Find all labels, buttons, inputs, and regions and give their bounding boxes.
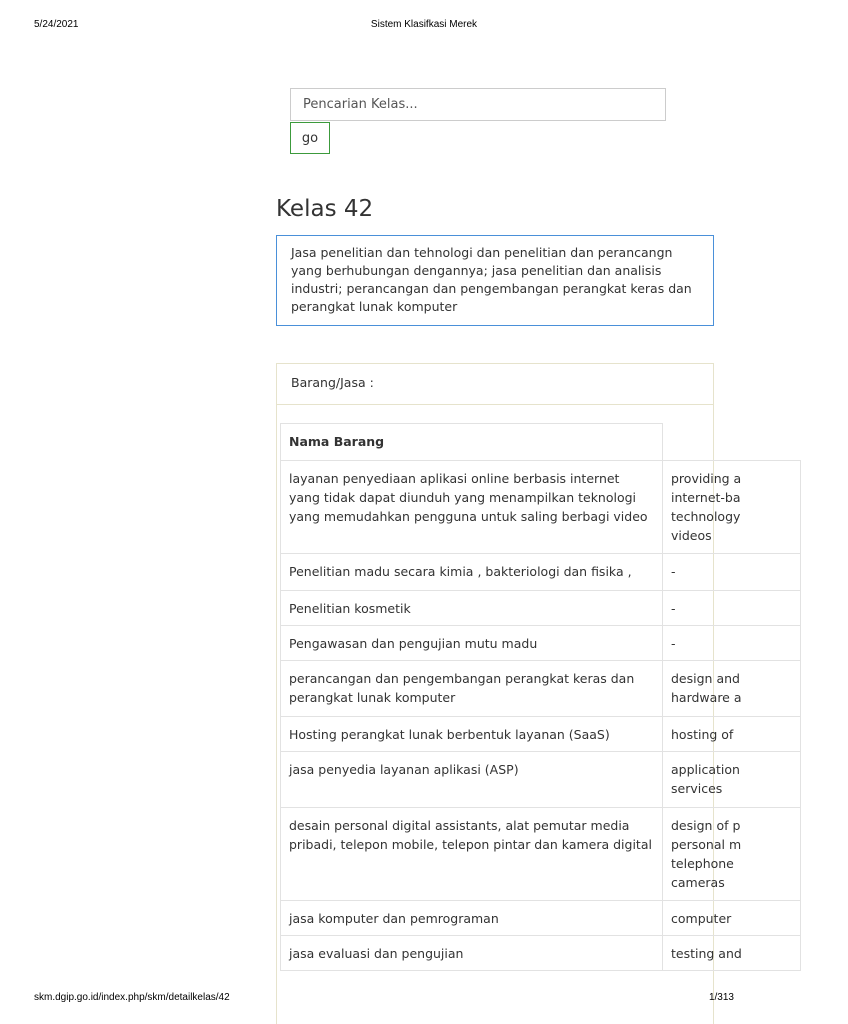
cell-english-name [663,661,801,717]
english-name-line: videos [671,528,712,543]
table-row [281,591,801,626]
print-footer [0,992,768,1006]
cell-english-name [663,626,801,661]
goods-table-viewport[interactable] [276,420,742,1024]
table-row [281,901,801,936]
cell-english-name [663,591,801,626]
english-name-line: computer [671,911,732,926]
table-row [281,661,801,717]
column-header-nama-barang: Nama Barang [281,424,663,461]
english-name-line: hosting of [671,727,734,742]
english-name-line: design of p [671,818,741,833]
print-page-number: 1/313 [708,992,734,1003]
english-name-line: internet-ba [671,490,741,505]
table-row [281,461,801,554]
table-row [281,752,801,808]
english-name-line: - [671,636,676,651]
table-row [281,936,801,971]
cell-nama-barang: layanan penyediaan aplikasi online berbasis internet yang tidak dapat diunduh yang menampilkan teknologi yang memudahkan pengguna untuk saling berbagi video [281,461,663,554]
goods-table [280,423,801,971]
english-name-line: providing a [671,471,742,486]
english-name-line: - [671,564,676,579]
column-header-english [663,424,801,461]
english-name-line: - [671,601,676,616]
english-name-line: hardware a [671,690,742,705]
english-name-line: telephone [671,856,734,871]
cell-nama-barang: Penelitian kosmetik [281,591,663,626]
table-row [281,554,801,591]
table-row [281,717,801,752]
print-page-title: Sistem Klasifkasi Merek [370,19,478,30]
panel-heading: Barang/Jasa : [277,364,713,405]
cell-nama-barang: jasa penyedia layanan aplikasi (ASP) [281,752,663,808]
table-row [281,808,801,901]
english-name-line: personal m [671,837,742,852]
cell-nama-barang: Penelitian madu secara kimia , bakteriologi dan fisika , [281,554,663,591]
search-input[interactable] [290,88,666,121]
cell-english-name [663,752,801,808]
print-url: skm.dgip.go.id/index.php/skm/detailkelas/42 [34,992,230,1003]
class-description: Jasa penelitian dan tehnologi dan penelitian dan perancangn yang berhubungan dengannya; jasa penelitian dan analisis industri; perancangan dan pengembangan perangkat keras dan perangkat lunak komputer [276,235,714,326]
cell-nama-barang: Hosting perangkat lunak berbentuk layanan (SaaS) [281,717,663,752]
go-button[interactable]: go [290,122,330,154]
english-name-line: services [671,781,723,796]
english-name-line: cameras [671,875,725,890]
cell-nama-barang: jasa komputer dan pemrograman [281,901,663,936]
cell-nama-barang: Pengawasan dan pengujian mutu madu [281,626,663,661]
page-title: Kelas 42 [276,196,374,222]
cell-english-name [663,717,801,752]
cell-english-name [663,808,801,901]
cell-english-name [663,901,801,936]
english-name-line: design and [671,671,740,686]
cell-nama-barang: desain personal digital assistants, alat pemutar media pribadi, telepon mobile, telepon pintar dan kamera digital [281,808,663,901]
english-name-line: technology [671,509,741,524]
english-name-line: application [671,762,740,777]
cell-english-name [663,554,801,591]
cell-english-name [663,936,801,971]
cell-nama-barang: perancangan dan pengembangan perangkat keras dan perangkat lunak komputer [281,661,663,717]
cell-english-name [663,461,801,554]
print-header [0,19,768,33]
print-date: 5/24/2021 [34,19,79,30]
table-header-row [281,424,801,461]
table-row [281,626,801,661]
english-name-line: testing and [671,946,742,961]
cell-nama-barang: jasa evaluasi dan pengujian [281,936,663,971]
